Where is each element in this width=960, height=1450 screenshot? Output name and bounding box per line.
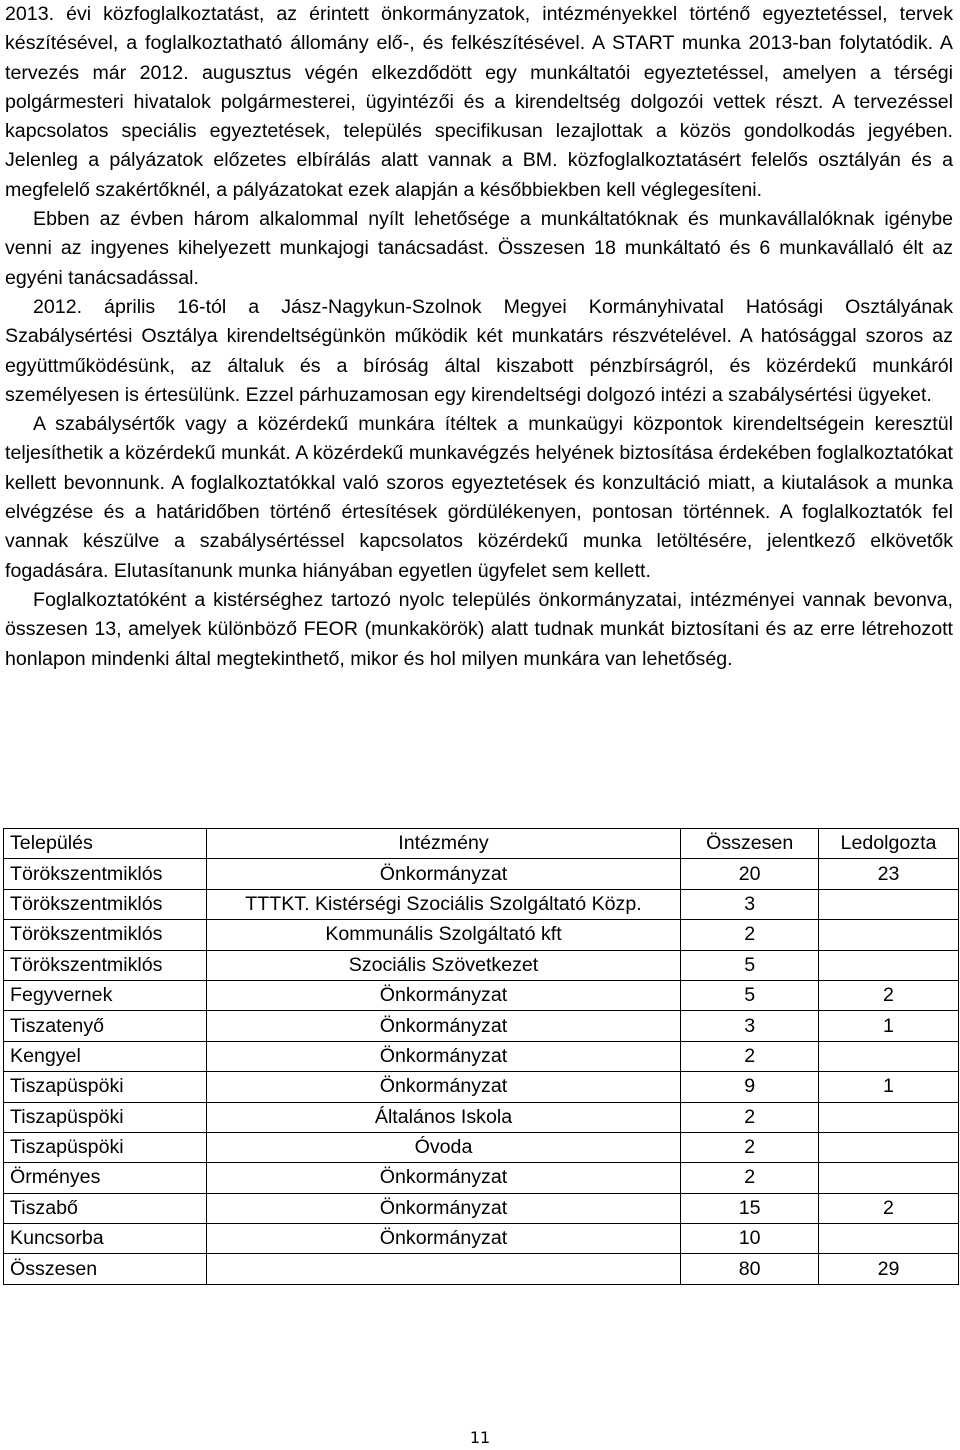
cell-settlement: Törökszentmiklós — [4, 920, 207, 950]
cell-settlement: Tiszapüspöki — [4, 1072, 207, 1102]
cell-total: 2 — [681, 1132, 819, 1162]
cell-completed: 2 — [818, 1193, 958, 1223]
page-number: 11 — [469, 1428, 491, 1447]
cell-institution: Önkormányzat — [206, 980, 681, 1010]
paragraph-community-service: A szabálysértők vagy a közérdekű munkára ítéltek a munkaügyi központok kirendeltségein keresztül teljesíthetik a közérdekű munkát. A közérdekű munkavégzés helyének biztosítása érdekében foglalkoztatókat kellett bevonnunk. A foglalkoztatókkal való szoros egyeztetések és konzultáció miatt, a kiutalások a munka elvégzése és a határidőben történő értesítések gördülékenyen, pontosan történnek. A foglalkoztatók fel vannak készülve a szabálysértéssel kapcsolatos közérdekű munka letöltésére, jelentkező elkövetők fogadására. Elutasítanunk munka hiányában egyetlen ügyfelet sem kellett. — [5, 413, 953, 582]
table-total-row — [4, 1254, 959, 1284]
cell-institution: Önkormányzat — [206, 1193, 681, 1223]
cell-completed — [818, 889, 958, 919]
cell-settlement: Örményes — [4, 1163, 207, 1193]
body-text — [5, 0, 953, 674]
paragraph-legal-advice: Ebben az évben három alkalommal nyílt lehetősége a munkáltatóknak és munkavállalóknak igénybe venni az ingyenes kihelyezett munkajogi tanácsadást. Összesen 18 munkáltató és 6 munkavállaló élt az egyéni tanácsadással. — [5, 208, 953, 289]
cell-settlement: Törökszentmiklós — [4, 889, 207, 919]
header-completed: Ledolgozta — [818, 829, 958, 859]
cell-institution: Önkormányzat — [206, 1224, 681, 1254]
table-row — [4, 889, 959, 919]
paragraph-employers: Foglalkoztatóként a kistérséghez tartozó nyolc település önkormányzatai, intézményei vannak bevonva, összesen 13, amelyek különböző FEOR (munkakörök) alatt tudnak munkát biztosítani és az erre létrehozott honlapon mindenki által megtekinthető, mikor és hol milyen munkára van lehetőség. — [5, 588, 953, 670]
cell-completed — [818, 1041, 958, 1071]
cell-institution: Szociális Szövetkezet — [206, 950, 681, 980]
cell-total: 20 — [681, 859, 819, 889]
cell-total: 5 — [681, 980, 819, 1010]
cell-completed — [818, 1224, 958, 1254]
cell-grand-total: 80 — [681, 1254, 819, 1284]
cell-institution: TTTKT. Kistérségi Szociális Szolgáltató Közp. — [206, 889, 681, 919]
employer-table — [3, 828, 959, 1285]
table-row — [4, 1163, 959, 1193]
cell-institution: Önkormányzat — [206, 1011, 681, 1041]
cell-completed: 2 — [818, 980, 958, 1010]
table-row — [4, 1132, 959, 1162]
cell-institution — [206, 1254, 681, 1284]
table-row — [4, 859, 959, 889]
table-row — [4, 1041, 959, 1071]
cell-total: 2 — [681, 1041, 819, 1071]
cell-settlement: Tiszabő — [4, 1193, 207, 1223]
table-header-row — [4, 829, 959, 859]
cell-completed — [818, 950, 958, 980]
cell-completed — [818, 1102, 958, 1132]
cell-completed: 23 — [818, 859, 958, 889]
cell-completed: 1 — [818, 1011, 958, 1041]
paragraph-public-works: 2013. évi közfoglalkoztatást, az érintett önkormányzatok, intézményekkel történő egyeztetéssel, tervek készítésével, a foglalkoztatható állomány elő-, és felkészítésével. A START munka 2013-ban folytatódik. A tervezés már 2012. augusztus végén elkezdődött egy munkáltatói egyeztetéssel, amelyen a térségi polgármesteri hivatalok polgármesterei, ügyintézői és a kirendeltség dolgozói vettek részt. A tervezéssel kapcsolatos speciális egyeztetések, település specifikusan lezajlottak a közös gondolkodás jegyében. Jelenleg a pályázatok előzetes elbírálás alatt vannak a BM. közfoglalkoztatásért felelős osztályán és a megfelelő szakértőknél, a pályázatokat ezek alapján a későbbiekben kell véglegesíteni. — [5, 3, 953, 201]
cell-settlement: Tiszatenyő — [4, 1011, 207, 1041]
cell-total-label: Összesen — [4, 1254, 207, 1284]
cell-settlement: Törökszentmiklós — [4, 950, 207, 980]
table-row — [4, 950, 959, 980]
table-row — [4, 1102, 959, 1132]
cell-institution: Önkormányzat — [206, 1163, 681, 1193]
cell-settlement: Kuncsorba — [4, 1224, 207, 1254]
cell-total: 2 — [681, 1102, 819, 1132]
cell-institution: Önkormányzat — [206, 1072, 681, 1102]
cell-settlement: Törökszentmiklós — [4, 859, 207, 889]
cell-settlement: Tiszapüspöki — [4, 1132, 207, 1162]
table-row — [4, 1072, 959, 1102]
table-row — [4, 1193, 959, 1223]
cell-completed: 1 — [818, 1072, 958, 1102]
table-row — [4, 980, 959, 1010]
table-row — [4, 920, 959, 950]
cell-total: 9 — [681, 1072, 819, 1102]
table-row — [4, 1011, 959, 1041]
cell-settlement: Fegyvernek — [4, 980, 207, 1010]
cell-total: 3 — [681, 1011, 819, 1041]
cell-settlement: Kengyel — [4, 1041, 207, 1071]
header-institution: Intézmény — [206, 829, 681, 859]
cell-institution: Óvoda — [206, 1132, 681, 1162]
cell-institution: Önkormányzat — [206, 1041, 681, 1071]
cell-total: 10 — [681, 1224, 819, 1254]
header-settlement: Település — [4, 829, 207, 859]
cell-completed — [818, 920, 958, 950]
cell-total: 3 — [681, 889, 819, 919]
cell-settlement: Tiszapüspöki — [4, 1102, 207, 1132]
cell-completed — [818, 1163, 958, 1193]
paragraph-offence-department: 2012. április 16-tól a Jász-Nagykun-Szolnok Megyei Kormányhivatal Hatósági Osztályának Szabálysértési Osztálya kirendeltségünkön működik két munkatárs részvételével. A hatósággal szoros az együttműködésünk, az általuk és a bíróság által kiszabott pénzbírságról, és közérdekű munkáról személyesen is értesülünk. Ezzel párhuzamosan egy kirendeltségi dolgozó intézi a szabálysértési ügyeket. — [5, 295, 953, 406]
cell-institution: Kommunális Szolgáltató kft — [206, 920, 681, 950]
cell-completed — [818, 1132, 958, 1162]
cell-grand-completed: 29 — [818, 1254, 958, 1284]
cell-total: 2 — [681, 920, 819, 950]
cell-institution: Általános Iskola — [206, 1102, 681, 1132]
header-total: Összesen — [681, 829, 819, 859]
cell-total: 5 — [681, 950, 819, 980]
cell-total: 15 — [681, 1193, 819, 1223]
table-row — [4, 1224, 959, 1254]
cell-total: 2 — [681, 1163, 819, 1193]
cell-institution: Önkormányzat — [206, 859, 681, 889]
